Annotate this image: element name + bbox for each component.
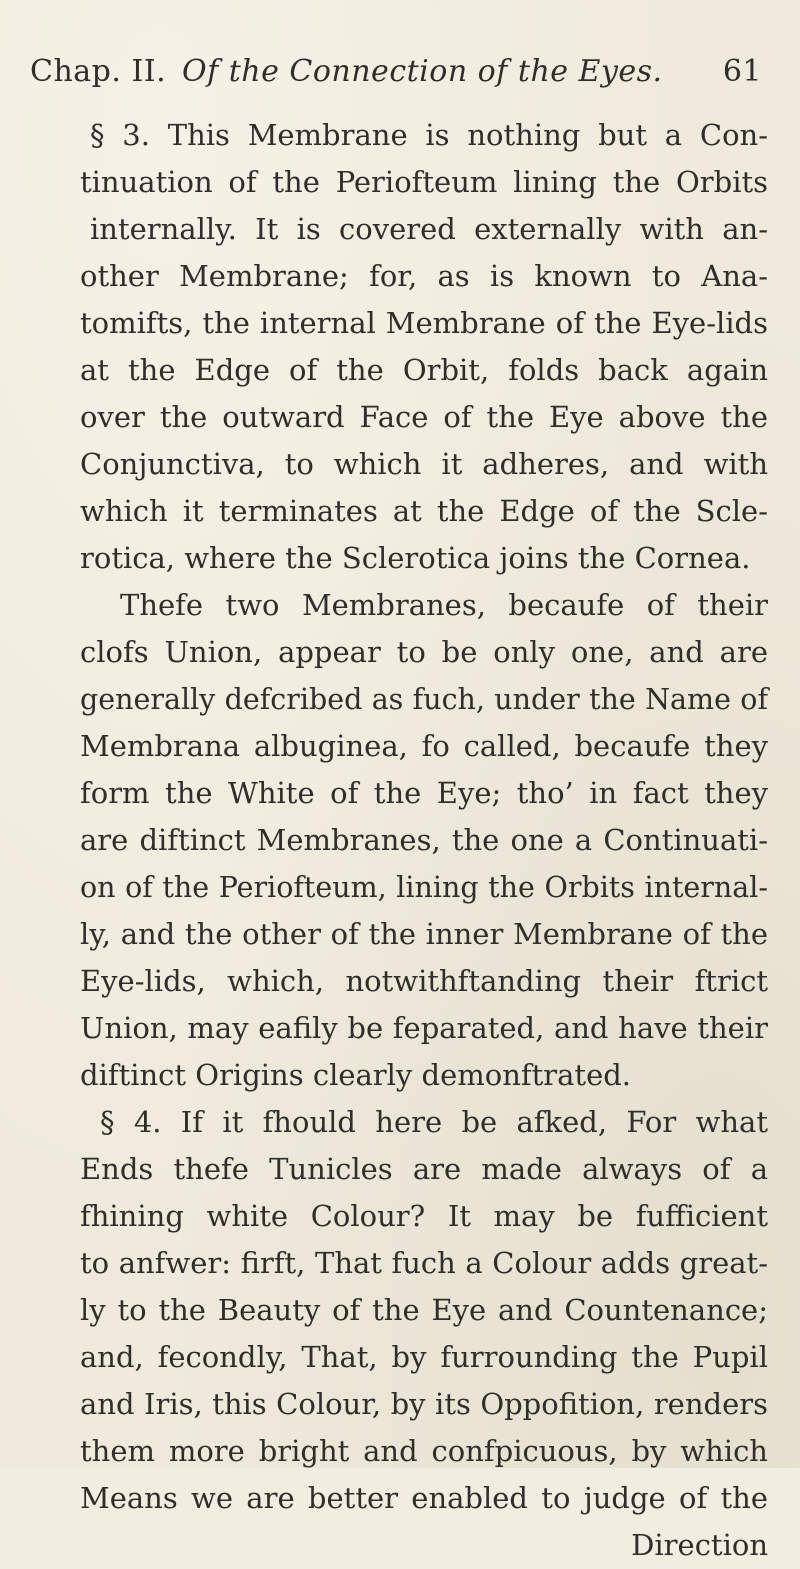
body-text: [80, 112, 768, 1569]
running-head: [30, 52, 770, 92]
text-line: Means we are better enabled to judge of the: [80, 1481, 768, 1515]
text-line: and, fecondly, That, by furrounding the Pupil: [80, 1340, 768, 1374]
text-line: them more bright and confpicuous, by which: [80, 1434, 768, 1468]
text-line: Membrana albuginea, fo called, becaufe they: [80, 729, 768, 763]
text-line: Ends thefe Tunicles are made always of a: [80, 1152, 768, 1186]
text-line: § 3. This Membrane is nothing but a Con-: [90, 118, 768, 152]
text-line: generally defcribed as fuch, under the Name of: [80, 683, 768, 716]
text-line: and Iris, this Colour, by its Oppofition, renders: [80, 1387, 768, 1421]
text-line: to anfwer: firft, That fuch a Colour adds great-: [80, 1246, 768, 1280]
text-line: tomifts, the internal Membrane of the Eye-lids: [80, 306, 768, 340]
text-line: diftinct Origins clearly demonftrated.: [80, 1058, 632, 1092]
text-line: Eye-lids, which, notwithftanding their ftrict: [80, 964, 768, 998]
running-title: Of the Connection of the Eyes.: [182, 54, 663, 89]
text-line: are diftinct Membranes, the one a Continuati-: [80, 823, 768, 857]
text-line: rotica, where the Sclerotica joins the Cornea.: [80, 541, 751, 575]
text-line: tinuation of the Periofteum lining the Orbits: [80, 165, 768, 199]
text-line: on of the Periofteum, lining the Orbits internal-: [80, 871, 768, 904]
text-line: ly, and the other of the inner Membrane of the: [80, 917, 768, 951]
text-line: over the outward Face of the Eye above the: [80, 400, 768, 434]
text-line: Conjunctiva, to which it adheres, and with: [80, 447, 768, 481]
page-number: 61: [722, 54, 762, 89]
text-line: § 4. If it fhould here be afked, For what: [100, 1105, 768, 1139]
text-line: internally. It is covered externally with an-: [90, 212, 768, 246]
text-line: ly to the Beauty of the Eye and Countenance;: [80, 1293, 768, 1327]
text-line: Union, may eafily be feparated, and have their: [80, 1011, 768, 1045]
text-line: fhining white Colour? It may be fufficient: [80, 1199, 768, 1233]
catchword: Direction: [631, 1528, 768, 1562]
text-line: at the Edge of the Orbit, folds back again: [80, 353, 768, 387]
text-line: clofs Union, appear to be only one, and are: [80, 635, 768, 669]
text-line: Thefe two Membranes, becaufe of their: [120, 588, 768, 622]
text-line: other Membrane; for, as is known to Ana-: [80, 259, 768, 293]
text-line: which it terminates at the Edge of the Scle-: [80, 494, 768, 528]
text-line: form the White of the Eye; tho’ in fact they: [80, 776, 768, 810]
chapter-label: Chap. II.: [30, 54, 167, 89]
